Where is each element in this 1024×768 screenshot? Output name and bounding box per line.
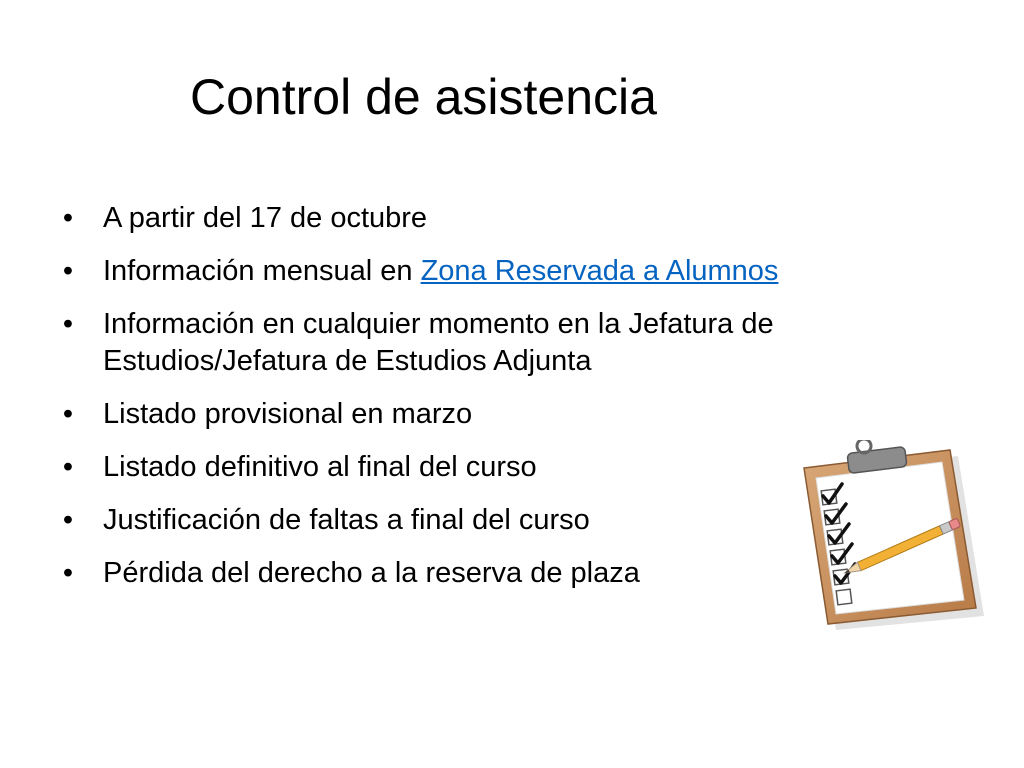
slide-title: Control de asistencia	[190, 69, 657, 125]
bullet-text: Pérdida del derecho a la reserva de plaza	[103, 557, 640, 589]
bullet-text: Listado provisional en marzo	[103, 398, 473, 430]
bullet-item	[58, 306, 958, 380]
bullet-dot: •	[62, 202, 74, 234]
zona-reservada-link[interactable]: Zona Reservada a Alumnos	[420, 255, 779, 287]
bullet-text: Información en cualquier momento en la Jefatura de Estudios/Jefatura de Estudios Adjunta	[103, 308, 774, 377]
bullet-dot: •	[62, 308, 74, 340]
bullet-dot: •	[62, 255, 74, 287]
bullet-text: Información mensual en	[103, 255, 421, 287]
bullet-text: Listado definitivo al final del curso	[103, 451, 537, 483]
bullet-text: A partir del 17 de octubre	[103, 202, 428, 234]
bullet-text: Justificación de faltas a final del curso	[103, 504, 590, 536]
bullet-dot: •	[62, 557, 74, 589]
bullet-dot: •	[62, 398, 74, 430]
bullet-dot: •	[62, 451, 74, 483]
bullet-item	[58, 200, 958, 237]
bullet-item	[58, 253, 958, 290]
bullet-dot: •	[62, 504, 74, 536]
clipboard-checklist-icon	[790, 440, 990, 640]
bullet-item	[58, 396, 958, 433]
